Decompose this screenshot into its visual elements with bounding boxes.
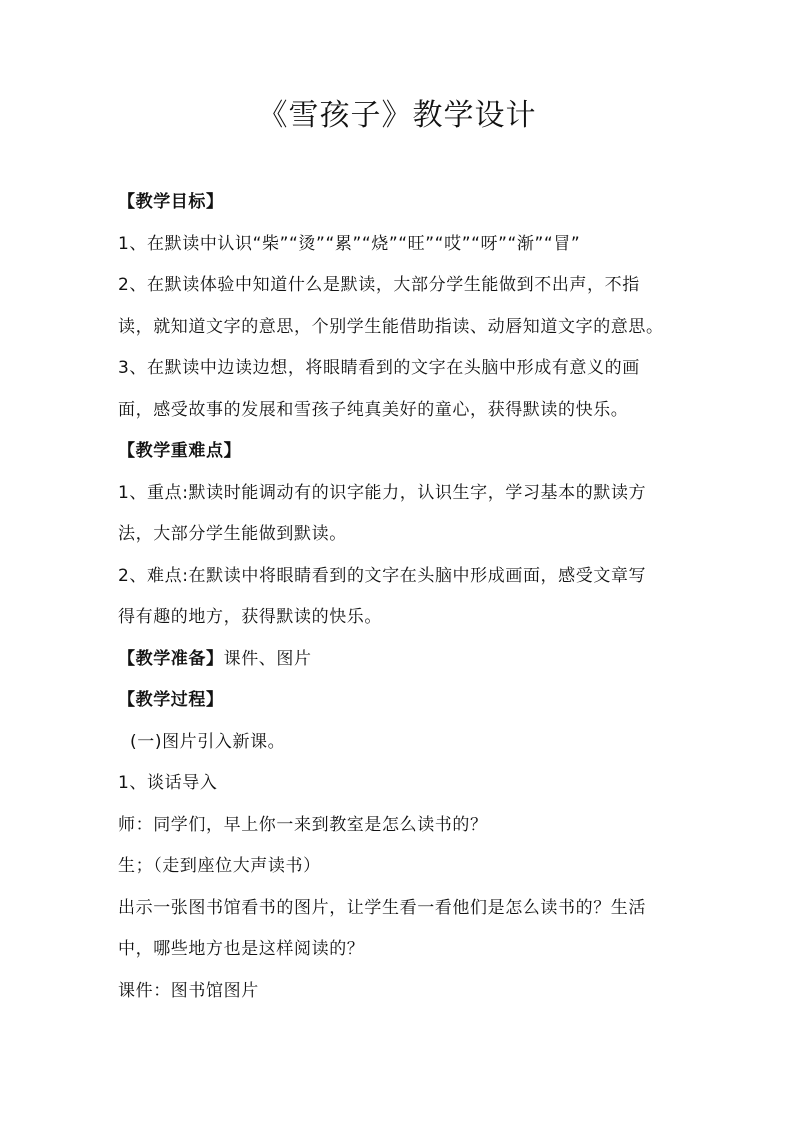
preparation-heading: 【教学准备】 bbox=[118, 648, 224, 669]
document-title: 《雪孩子》教学设计 bbox=[257, 98, 537, 133]
process-heading: 【教学过程】 bbox=[118, 690, 224, 710]
objectives-line-2: 2、在默读体验中知道什么是默读，大部分学生能做到不出声，不指 bbox=[118, 275, 640, 295]
objectives-heading: 【教学目标】 bbox=[118, 192, 224, 212]
key-points-line-4: 得有趣的地方，获得默读的快乐。 bbox=[118, 607, 382, 627]
process-line-6: 中，哪些地方也是这样阅读的？ bbox=[118, 939, 365, 959]
preparation-line bbox=[118, 639, 694, 681]
process-line-3: 师：同学们，早上你一来到教室是怎么读书的？ bbox=[118, 814, 488, 835]
preparation-text: 课件、图片 bbox=[223, 648, 312, 669]
objectives-line-1: 1、在默读中认识“柴”“烫”“累”“烧”“旺”“哎”“呀”“渐”“冒” bbox=[118, 233, 581, 254]
key-points-heading: 【教学重难点】 bbox=[118, 441, 242, 461]
process-line-1: (一)图片引入新课。 bbox=[130, 731, 286, 752]
objectives-line-3: 读，就知道文字的意思，个别学生能借助指读、动唇知道文字的意思。 bbox=[118, 316, 664, 337]
process-line-5: 出示一张图书馆看书的图片，让学生看一看他们是怎么读书的？生活 bbox=[118, 897, 646, 918]
process-line-2: 1、谈话导入 bbox=[118, 773, 218, 793]
process-line-4: 生；（走到座位大声读书） bbox=[118, 856, 321, 876]
key-points-line-1: 1、重点:默读时能调动有的识字能力，认识生字，学习基本的默读方 bbox=[118, 482, 647, 503]
objectives-line-4: 3、在默读中边读边想，将眼睛看到的文字在头脑中形成有意义的画 bbox=[118, 358, 640, 378]
objectives-line-5: 面，感受故事的发展和雪孩子纯真美好的童心，获得默读的快乐。 bbox=[118, 399, 629, 420]
key-points-line-3: 2、难点:在默读中将眼睛看到的文字在头脑中形成画面，感受文章写 bbox=[118, 565, 647, 586]
document-body bbox=[118, 182, 694, 1012]
key-points-line-2: 法，大部分学生能做到默读。 bbox=[118, 524, 347, 544]
process-line-7: 课件：图书馆图片 bbox=[118, 980, 259, 1001]
